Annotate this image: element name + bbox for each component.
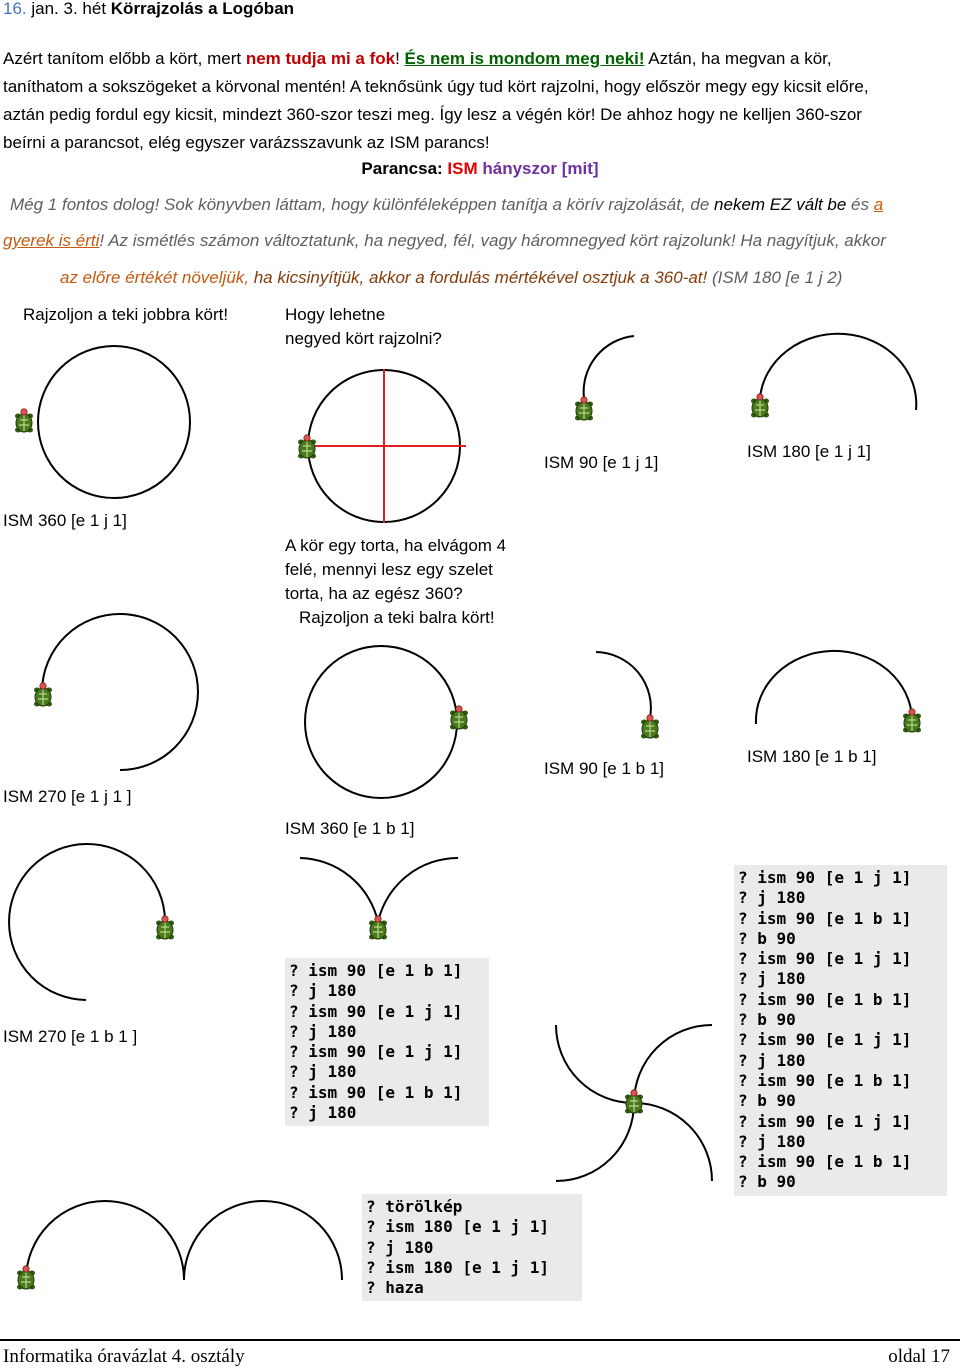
note-emphasis: nekem EZ vált be [714,195,847,214]
command-label: Parancsa: [361,159,448,178]
intro-text: Aztán, ha megvan a kör, [644,49,832,68]
label-ism180-j: ISM 180 [e 1 j 1] [747,442,871,461]
note-text: Még 1 fontos dolog! Sok könyvben láttam, hogy különféleképpen tanítja a körív rajzolását, de [10,195,715,214]
full-circle-left [305,646,457,798]
code-block-seagull: ? ism 90 [e 1 b 1] ? j 180 ? ism 90 [e 1 j 1] ? j 180 ? ism 90 [e 1 j 1] ? j 180 ? ism 90 [e 1 b 1] ? j 180 [285,958,489,1126]
command-times: hányszor [482,159,558,178]
label-ism270-j: ISM 270 [e 1 j 1 ] [3,787,132,806]
intro-text: Azért tanítom előbb a kört, mert [3,49,246,68]
intro-highlight: nem tudja mi a fok [245,49,396,68]
label-ism360-b: ISM 360 [e 1 b 1] [285,819,415,838]
lesson-date: jan. 3. hét [31,0,107,18]
half-arc-right [760,334,916,410]
footer-divider [0,1339,960,1341]
turtle-icon [369,916,387,940]
command-what: [mit] [561,159,599,178]
label-ism180-b: ISM 180 [e 1 b 1] [747,747,877,766]
footer-page-number: oldal 17 [888,1346,950,1367]
double-semicircle [26,1201,342,1280]
code-block-double: ? törölkép ? ism 180 [e 1 j 1] ? j 180 ? ism 180 [e 1 j 1] ? haza [362,1194,582,1301]
code-block-pinwheel: ? ism 90 [e 1 j 1] ? j 180 ? ism 90 [e 1 b 1] ? b 90 ? ism 90 [e 1 j 1] ? j 180 ? ism 90 [e 1 b 1] ? b 90 ? ism 90 [e 1 j 1] ? j 180 ? ism 90 [e 1 b 1] ? b 90 ? ism 90 [e 1 j 1] ? j 180 ? ism 90 [e 1 b 1] ? b 90 [734,865,947,1196]
intro-line-3: aztán pedig fordul egy kicsit, mindezt 360-szor teszi meg. Így lesz a végén kör! De ahhoz hogy ne kelljen 360-szor [3,105,862,124]
intro-highlight-underlined: És nem is mondom meg neki! [404,49,645,68]
label-ism360-j: ISM 360 [e 1 j 1] [3,511,127,530]
turtle-icon [751,394,769,418]
three-quarter-arc-right [42,614,198,770]
half-arc-left [756,651,912,724]
note-text: és [846,195,874,214]
intro-line-4: beírni a parancsot, elég egyszer varázsszavunk az ISM parancs! [3,133,490,152]
three-quarter-arc-left [9,844,165,1000]
turtle-icon [34,683,52,707]
label-ism270-b: ISM 270 [e 1 b 1 ] [3,1027,138,1046]
note-emphasis: a [873,195,884,214]
quarter-arc-left [596,652,651,718]
lesson-title: Körrajzolás a Logóban [110,0,295,18]
quarter-arc-right [584,336,634,398]
turtle-icon [641,715,659,739]
note-text: az előre értékét növeljük, [60,268,254,287]
intro-text: ! [395,49,405,68]
label-cake-3: torta, ha az egész 360? [285,584,463,603]
note-text: ! Az ismétlés számon változtatunk, ha negyed, fél, vagy háromnegyed kört rajzolunk! Ha nagyítjuk, akkor [99,231,886,250]
full-circle-right [38,346,190,498]
command-ism: ISM [447,159,478,178]
turtle-icon [450,706,468,730]
label-right-circle: Rajzoljon a teki jobbra kört! [23,305,229,324]
note-emphasis: ha kicsinyítjük, akkor a fordulás mértékével osztjuk a 360-at! [253,268,708,287]
turtle-icon [903,709,921,733]
lesson-number: 16. [3,0,27,18]
note-emphasis: gyerek is érti [3,231,100,250]
turtle-icon [298,435,316,459]
turtle-icon [17,1266,35,1290]
turtle-icon [15,409,33,433]
label-quarter-question-1: Hogy lehetne [285,305,386,324]
turtle-icon [156,916,174,940]
label-ism90-b: ISM 90 [e 1 b 1] [544,759,665,778]
label-cake-1: A kör egy torta, ha elvágom 4 [285,536,507,555]
turtle-icon [625,1090,643,1114]
seagull-arcs [300,858,458,922]
label-left-circle: Rajzoljon a teki balra kört! [299,608,495,627]
note-text: (ISM 180 [e 1 j 2) [707,268,843,287]
intro-line-2: taníthatom a sokszögeket a körvonal mentén! A teknősünk úgy tud kört rajzolni, hogy először megy egy kicsit előre, [3,77,869,96]
footer-left: Informatika óravázlat 4. osztály [3,1346,245,1367]
turtle-icon [575,397,593,421]
label-cake-2: felé, mennyi lesz egy szelet [285,560,493,579]
label-ism90-j: ISM 90 [e 1 j 1] [544,453,659,472]
label-quarter-question-2: negyed kört rajzolni? [285,329,442,348]
